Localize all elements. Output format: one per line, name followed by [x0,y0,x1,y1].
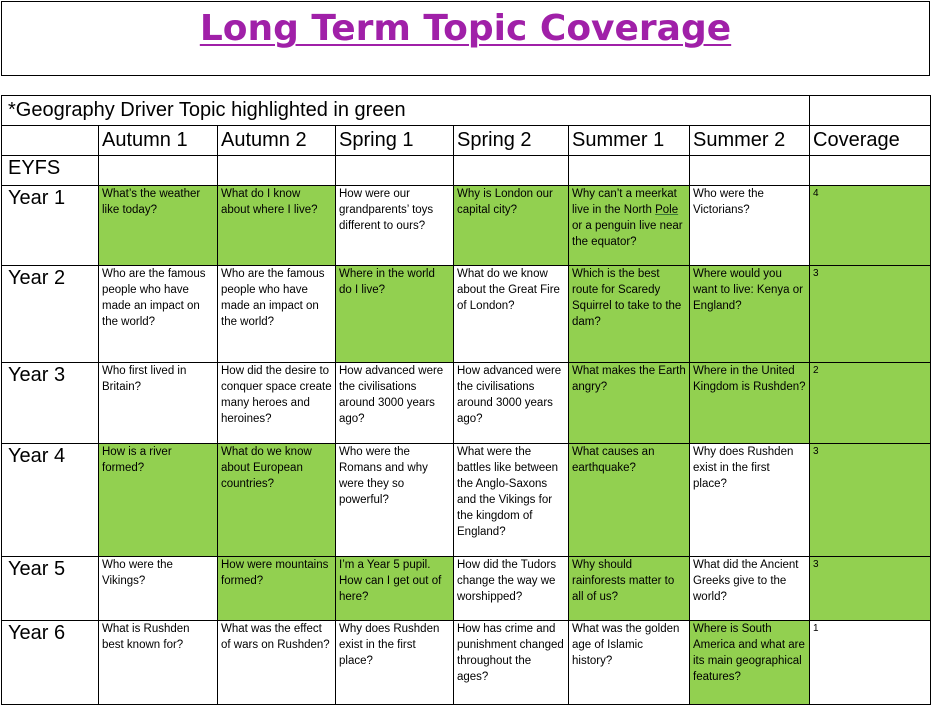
topic-cell: How did the desire to conquer space create many heroes and heroines? [218,363,336,444]
coverage-count: 4 [810,186,931,266]
legend-note: *Geography Driver Topic highlighted in green [2,96,810,126]
topic-cell: What is Rushden best known for? [99,621,218,705]
topic-cell: How advanced were the civilisations around 3000 years ago? [454,363,569,444]
topic-cell: What do we know about the Great Fire of London? [454,266,569,363]
topic-cell: I’m a Year 5 pupil. How can I get out of here? [336,557,454,621]
topic-text: Why can’t a meerkat live in the North [572,188,677,216]
topic-cell: What do we know about European countries? [218,444,336,557]
row-label: Year 5 [2,557,99,621]
table-row [2,186,931,266]
topic-cell: How were our grandparents’ toys different to ours? [336,186,454,266]
table-row [2,444,931,557]
topic-cell: Where in the world do I live? [336,266,454,363]
empty-cell [336,156,454,186]
empty-cell [810,156,931,186]
row-label: Year 6 [2,621,99,705]
coverage-count: 2 [810,363,931,444]
topic-cell: Why does Rushden exist in the first place? [690,444,810,557]
table-row [2,363,931,444]
coverage-count: 3 [810,557,931,621]
topic-cell: What makes the Earth angry? [569,363,690,444]
coverage-count: 1 [810,621,931,705]
empty-cell [454,156,569,186]
topic-cell: Who were the Victorians? [690,186,810,266]
row-label: Year 2 [2,266,99,363]
topic-cell: Who are the famous people who have made an impact on the world? [218,266,336,363]
table-row [2,156,931,186]
page-title: Long Term Topic Coverage [199,8,732,49]
topic-text-underlined: Pole [655,204,679,216]
topic-cell: How were mountains formed? [218,557,336,621]
topic-cell [569,186,690,266]
topic-cell: Who first lived in Britain? [99,363,218,444]
col-header-spring1: Spring 1 [336,126,454,156]
topic-table [1,95,931,705]
topic-cell: What’s the weather like today? [99,186,218,266]
topic-text: or a penguin live near the equator? [572,220,683,248]
topic-cell: What do I know about where I live? [218,186,336,266]
topic-cell: What did the Ancient Greeks give to the world? [690,557,810,621]
topic-cell: What was the golden age of Islamic history? [569,621,690,705]
table-row [2,557,931,621]
topic-cell: Where would you want to live: Kenya or England? [690,266,810,363]
topic-cell: Who were the Vikings? [99,557,218,621]
topic-cell: How did the Tudors change the way we worshipped? [454,557,569,621]
empty-cell [569,156,690,186]
col-header-summer1: Summer 1 [569,126,690,156]
col-header-autumn2: Autumn 2 [218,126,336,156]
topic-cell: Why is London our capital city? [454,186,569,266]
topic-cell: What causes an earthquake? [569,444,690,557]
topic-cell: What were the battles like between the Anglo-Saxons and the Vikings for the kingdom of England? [454,444,569,557]
col-header-coverage: Coverage [810,126,931,156]
empty-cell [218,156,336,186]
empty-cell [690,156,810,186]
topic-cell: How has crime and punishment changed throughout the ages? [454,621,569,705]
empty-cell [99,156,218,186]
col-header-autumn1: Autumn 1 [99,126,218,156]
corner-cell [2,126,99,156]
col-header-spring2: Spring 2 [454,126,569,156]
row-label: Year 4 [2,444,99,557]
row-label: Year 3 [2,363,99,444]
topic-cell: Which is the best route for Scaredy Squirrel to take to the dam? [569,266,690,363]
topic-cell: Who were the Romans and why were they so powerful? [336,444,454,557]
table-row [2,266,931,363]
topic-cell: Why should rainforests matter to all of us? [569,557,690,621]
topic-cell: What was the effect of wars on Rushden? [218,621,336,705]
blank-cell [810,96,931,126]
coverage-count: 3 [810,266,931,363]
table-row [2,621,931,705]
header-row [2,126,931,156]
coverage-count: 3 [810,444,931,557]
title-box [1,1,930,76]
topic-cell: Where in the United Kingdom is Rushden? [690,363,810,444]
topic-cell: How is a river formed? [99,444,218,557]
topic-cell: Who are the famous people who have made an impact on the world? [99,266,218,363]
row-label: Year 1 [2,186,99,266]
col-header-summer2: Summer 2 [690,126,810,156]
topic-cell: How advanced were the civilisations around 3000 years ago? [336,363,454,444]
row-label: EYFS [2,156,99,186]
topic-cell: Where is South America and what are its main geographical features? [690,621,810,705]
note-row [2,96,931,126]
topic-cell: Why does Rushden exist in the first place? [336,621,454,705]
